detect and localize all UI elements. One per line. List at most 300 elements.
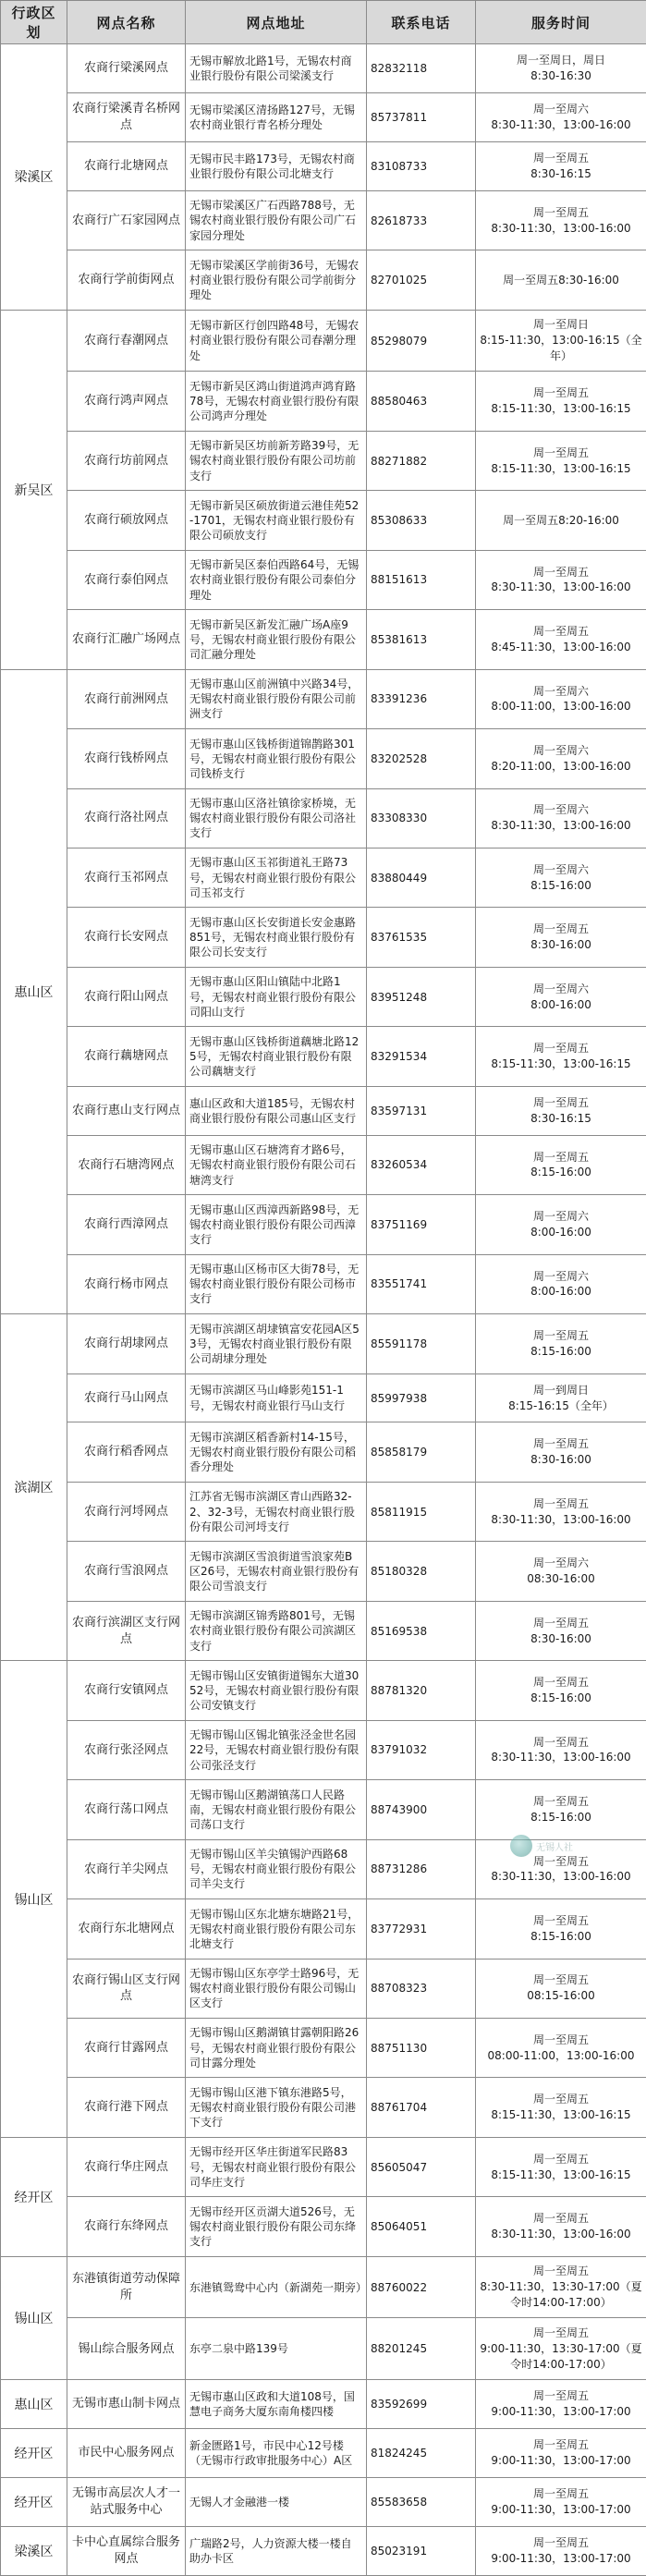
outlet-name-cell: 农商行广石家园网点 (67, 190, 186, 250)
service-hours-line: 8:30-11:30，13:00-16:00 (491, 2228, 631, 2241)
table-row (1, 550, 646, 609)
service-hours-line: 9:00-11:30，13:00-17:00 (491, 2454, 631, 2468)
table-header (1, 1, 646, 44)
address-cell: 无锡市新吴区泰伯西路64号，无锡农村商业银行股份有限公司泰伯分理处 (186, 550, 367, 609)
service-hours-line: 周一至周五 (532, 1496, 589, 1510)
service-hours-cell (476, 2380, 646, 2429)
service-hours-cell (476, 310, 646, 372)
address-cell: 无锡市新区行创四路48号，无锡农村商业银行股份有限公司春潮分理处 (186, 310, 367, 372)
address-cell: 无锡市解放北路1号，无锡农村商业银行股份有限公司梁溪支行 (186, 44, 367, 93)
outlet-name-cell: 农商行长安网点 (67, 908, 186, 967)
service-hours-line: 周一至周五 (532, 386, 589, 400)
phone-cell: 88708323 (367, 1959, 476, 2018)
address-cell: 无锡市惠山区钱桥街道藕塘北路125号，无锡农村商业银行股份有限公司藕塘支行 (186, 1027, 367, 1086)
district-cell: 锡山区 (1, 2256, 67, 2379)
outlet-name-cell: 农商行稻香网点 (67, 1422, 186, 1482)
outlet-name-cell: 农商行鸿声网点 (67, 372, 186, 431)
phone-cell: 83751169 (367, 1195, 476, 1254)
service-hours-line: 周一至周五 (532, 1150, 589, 1164)
table-row (1, 1422, 646, 1482)
address-cell: 广瑞路2号，人力资源大楼一楼自助办卡区 (186, 2526, 367, 2575)
outlet-name-cell: 农商行汇融广场网点 (67, 610, 186, 669)
service-hours-line: 8:15-16:00 (530, 1929, 591, 1943)
table-row (1, 2429, 646, 2478)
service-hours-line: 8:15-16:00 (530, 1166, 591, 1179)
service-hours-line: 9:00-11:30，13:00-17:00 (491, 2502, 631, 2516)
address-cell: 无锡市民丰路173号，无锡农村商业银行股份有限公司北塘支行 (186, 141, 367, 190)
service-hours-cell (476, 1373, 646, 1422)
table-row (1, 1373, 646, 1422)
phone-cell: 83391236 (367, 669, 476, 728)
service-hours-line: 8:30-11:30，13:00-16:00 (491, 1512, 631, 1526)
service-hours-line: 周一至周五 (532, 2265, 589, 2278)
service-hours-cell (476, 669, 646, 728)
service-hours-line: 8:30-16:30 (530, 68, 591, 82)
address-cell: 无锡市新吴区硕放街道云港佳苑52-1701，无锡农村商业银行股份有限公司硕放支行 (186, 491, 367, 550)
outlet-name-cell: 农商行西漳网点 (67, 1195, 186, 1254)
service-hours-cell (476, 2256, 646, 2318)
service-hours-line: 周一至周六 (532, 103, 589, 116)
service-hours-line: 8:15-16:00 (530, 1810, 591, 1824)
service-hours-cell (476, 1482, 646, 1541)
outlet-name-cell: 无锡市惠山制卡网点 (67, 2380, 186, 2429)
outlet-name-cell: 农商行华庄网点 (67, 2137, 186, 2196)
service-hours-cell (476, 1195, 646, 1254)
service-hours-line: 8:30-11:30，13:00-16:00 (491, 819, 631, 833)
address-cell: 无锡市锡山区安镇街道锡东大道3052号，无锡农村商业银行股份有限公司安镇支行 (186, 1661, 367, 1720)
service-hours-line: 周一至周六 (532, 1269, 589, 1283)
table-row (1, 310, 646, 372)
table-row (1, 250, 646, 310)
service-hours-line: 周一至周日 (532, 318, 589, 332)
table-row (1, 2197, 646, 2256)
service-hours-line: 8:30-11:30，13:00-16:00 (491, 580, 631, 594)
address-cell: 无锡市惠山区长安街道长安金惠路851号，无锡农村商业银行股份有限公司长安支行 (186, 908, 367, 967)
service-hours-line: 周一至周日，周日 (516, 54, 605, 67)
table-row (1, 141, 646, 190)
service-hours-line: 8:00-16:00 (530, 1285, 591, 1299)
outlet-name-cell: 农商行梁溪网点 (67, 44, 186, 93)
address-cell: 东港镇鸳鸯中心内（新湖苑一期旁） (186, 2256, 367, 2318)
table-row (1, 2477, 646, 2526)
service-hours-line: 8:30-16:15 (530, 1111, 591, 1125)
address-cell: 无锡市滨湖区雪浪街道雪浪家苑B区26号，无锡农村商业银行股份有限公司雪浪支行 (186, 1542, 367, 1601)
header-service-hours: 服务时间 (476, 1, 646, 44)
table-row (1, 2380, 646, 2429)
phone-cell: 83791032 (367, 1720, 476, 1779)
service-hours-line: 9:00-11:30，13:00-17:00 (491, 2551, 631, 2565)
service-hours-cell (476, 1959, 646, 2018)
outlet-name-cell: 农商行泰伯网点 (67, 550, 186, 609)
address-cell: 无锡市锡山区港下镇东港路5号，无锡农村商业银行股份有限公司港下支行 (186, 2078, 367, 2137)
service-hours-cell (476, 2477, 646, 2526)
service-hours-cell (476, 2429, 646, 2478)
table-row (1, 610, 646, 669)
table-row (1, 1839, 646, 1898)
service-hours-line: 周一至周六 (532, 803, 589, 817)
phone-cell: 83951248 (367, 967, 476, 1026)
service-hours-line: 周一至周五 (532, 152, 589, 165)
service-hours-line: 周一至周六 (532, 684, 589, 698)
service-hours-line: 8:15-11:30，13:00-16:15 (491, 1057, 631, 1071)
phone-cell: 83108733 (367, 141, 476, 190)
header-outlet-name: 网点名称 (67, 1, 186, 44)
service-hours-line: 周一至周五 (532, 1914, 589, 1928)
service-hours-line: 周一至周五 (532, 205, 589, 219)
service-hours-cell (476, 431, 646, 490)
service-hours-cell (476, 1899, 646, 1959)
service-hours-line: 周一至周五 (532, 446, 589, 459)
table-row (1, 2256, 646, 2318)
district-cell: 梁溪区 (1, 44, 67, 311)
phone-cell: 83880449 (367, 848, 476, 907)
service-hours-cell (476, 788, 646, 848)
outlet-name-cell: 农商行港下网点 (67, 2078, 186, 2137)
outlet-name-cell: 农商行羊尖网点 (67, 1839, 186, 1898)
service-hours-line: 周一至周五 (532, 2487, 589, 2501)
outlet-name-cell: 锡山综合服务网点 (67, 2318, 186, 2380)
outlet-name-cell: 农商行坊前网点 (67, 431, 186, 490)
district-cell: 经开区 (1, 2137, 67, 2256)
phone-cell: 85811915 (367, 1482, 476, 1541)
table-row (1, 1482, 646, 1541)
service-hours-cell (476, 1086, 646, 1135)
service-hours-line: 8:30-16:00 (530, 1453, 591, 1467)
service-hours-cell (476, 44, 646, 93)
table-row (1, 1254, 646, 1313)
outlet-name-cell: 农商行梁溪青名桥网点 (67, 92, 186, 141)
service-hours-line: 08:15-16:00 (527, 1989, 595, 2003)
watermark-text: 无锡人社 (536, 1842, 573, 1853)
service-hours-line: 8:00-11:00，13:00-16:00 (491, 700, 631, 714)
address-cell: 无锡市经开区华庄街道军民路83号，无锡农村商业银行股份有限公司华庄支行 (186, 2137, 367, 2196)
outlet-name-cell: 农商行惠山支行网点 (67, 1086, 186, 1135)
service-hours-cell (476, 2078, 646, 2137)
outlet-name-cell: 市民中心服务网点 (67, 2429, 186, 2478)
header-row (1, 1, 646, 44)
outlet-name-cell: 农商行荡口网点 (67, 1780, 186, 1839)
address-cell: 无锡市惠山区玉祁街道礼王路73号，无锡农村商业银行股份有限公司玉祁支行 (186, 848, 367, 907)
service-hours-line: 周一至周五 (532, 2212, 589, 2226)
service-hours-line: 8:15-16:00 (530, 1691, 591, 1705)
phone-cell: 83308330 (367, 788, 476, 848)
phone-cell: 85583658 (367, 2477, 476, 2526)
service-hours-line: 8:30-16:00 (530, 938, 591, 952)
table-row (1, 372, 646, 431)
table-row (1, 92, 646, 141)
outlet-name-cell: 农商行张泾网点 (67, 1720, 186, 1779)
phone-cell: 88731286 (367, 1839, 476, 1898)
outlet-name-cell: 农商行河埒网点 (67, 1482, 186, 1541)
phone-cell: 88151613 (367, 550, 476, 609)
phone-cell: 83291534 (367, 1027, 476, 1086)
service-hours-line: 周一至周五 (532, 922, 589, 936)
phone-cell: 83202528 (367, 729, 476, 788)
header-phone: 联系电话 (367, 1, 476, 44)
service-hours-line: 8:30-11:30，13:30-17:00（夏令时14:00-17:00） (480, 2280, 642, 2310)
phone-cell: 88743900 (367, 1780, 476, 1839)
address-cell: 无锡市锡山区羊尖镇锡沪西路68号，无锡农村商业银行股份有限公司羊尖支行 (186, 1839, 367, 1898)
service-hours-line: 周一至周五 (532, 2536, 589, 2550)
table-row (1, 2078, 646, 2137)
address-cell: 无锡市新吴区新发汇融广场A座9号，无锡农村商业银行股份有限公司汇融分理处 (186, 610, 367, 669)
service-hours-cell (476, 2197, 646, 2256)
table-row (1, 2019, 646, 2078)
service-hours-line: 08:30-16:00 (527, 1572, 595, 1586)
phone-cell: 85308633 (367, 491, 476, 550)
table-body (1, 44, 646, 2576)
service-hours-line: 8:00-16:00 (530, 997, 591, 1011)
outlet-name-cell: 农商行杨市网点 (67, 1254, 186, 1313)
table-row (1, 491, 646, 550)
address-cell: 无锡市惠山区西漳西新路98号，无锡农村商业银行股份有限公司西漳支行 (186, 1195, 367, 1254)
table-row (1, 1661, 646, 1720)
table-row (1, 1542, 646, 1601)
phone-cell: 85737811 (367, 92, 476, 141)
service-hours-line: 周一至周五 (532, 565, 589, 579)
service-hours-line: 周一至周六 (532, 744, 589, 757)
address-cell: 新金匮路1号，市民中心12号楼（无锡市行政审批服务中心）A区 (186, 2429, 367, 2478)
district-cell: 梁溪区 (1, 2526, 67, 2575)
phone-cell: 82618733 (367, 190, 476, 250)
service-hours-line: 08:00-11:00，13:00-16:00 (487, 2048, 635, 2062)
service-hours-line: 周一至周五 (532, 1437, 589, 1451)
phone-cell: 85298079 (367, 310, 476, 372)
phone-cell: 85997938 (367, 1373, 476, 1422)
address-cell: 江苏省无锡市滨湖区青山西路32-2、32-3号，无锡农村商业银行股份有限公司河埒支行 (186, 1482, 367, 1541)
address-cell: 无锡市滨湖区胡埭镇富安花园A区53号，无锡农村商业银行股份有限公司胡埭分理处 (186, 1314, 367, 1373)
address-cell: 无锡市滨湖区锦秀路801号，无锡农村商业银行股份有限公司滨湖区支行 (186, 1601, 367, 1660)
table-row (1, 788, 646, 848)
phone-cell: 83761535 (367, 908, 476, 967)
service-hours-line: 8:15-11:30，13:00-16:15（全年） (480, 334, 642, 362)
table-row (1, 1780, 646, 1839)
address-cell: 无锡市梁溪区清扬路127号，无锡农村商业银行青名桥分理处 (186, 92, 367, 141)
service-hours-line: 周一至周五 (532, 1042, 589, 1056)
service-hours-line: 9:00-11:30，13:00-17:00 (491, 2405, 631, 2419)
service-hours-cell (476, 1027, 646, 1086)
service-hours-line: 周一至周五 (532, 1616, 589, 1630)
district-cell: 滨湖区 (1, 1314, 67, 1661)
table-row (1, 1959, 646, 2018)
address-cell: 无锡市梁溪区广石西路788号，无锡农村商业银行股份有限公司广石家园分理处 (186, 190, 367, 250)
phone-cell: 88201245 (367, 2318, 476, 2380)
table-row (1, 431, 646, 490)
table-row (1, 967, 646, 1026)
phone-cell: 88751130 (367, 2019, 476, 2078)
phone-cell: 83592699 (367, 2380, 476, 2429)
table-row (1, 729, 646, 788)
outlet-name-cell: 农商行洛社网点 (67, 788, 186, 848)
outlet-name-cell: 农商行安镇网点 (67, 1661, 186, 1720)
phone-cell: 88781320 (367, 1661, 476, 1720)
phone-cell: 85605047 (367, 2137, 476, 2196)
outlet-name-cell: 农商行学前街网点 (67, 250, 186, 310)
phone-cell: 83551741 (367, 1254, 476, 1313)
service-hours-line: 周一至周五 (532, 2389, 589, 2403)
service-hours-line: 周一至周五 (532, 2033, 589, 2046)
service-hours-line: 8:30-11:30，13:00-16:00 (491, 1870, 631, 1884)
header-district: 行政区划 (1, 1, 67, 44)
service-hours-line: 8:15-11:30，13:00-16:15 (491, 461, 631, 475)
service-hours-cell (476, 2137, 646, 2196)
address-cell: 无锡人才金融港一楼 (186, 2477, 367, 2526)
header-address: 网点地址 (186, 1, 367, 44)
service-hours-line: 8:15-16:00 (530, 878, 591, 892)
table-row (1, 190, 646, 250)
phone-cell: 88760022 (367, 2256, 476, 2318)
phone-cell: 85858179 (367, 1422, 476, 1482)
service-hours-line: 周一至周五 (532, 1854, 589, 1868)
phone-cell: 85064051 (367, 2197, 476, 2256)
address-cell: 无锡市锡山区鹅湖镇荡口人民路南，无锡农村商业银行股份有限公司荡口支行 (186, 1780, 367, 1839)
service-hours-cell (476, 92, 646, 141)
district-cell: 新吴区 (1, 310, 67, 669)
service-hours-cell (476, 250, 646, 310)
service-hours-line: 8:15-11:30，13:00-16:15 (491, 402, 631, 416)
service-hours-line: 周一至周五 (532, 1795, 589, 1809)
service-hours-line: 周一至周五8:20-16:00 (503, 513, 619, 527)
address-cell: 无锡市锡山区鹅湖镇甘露朝阳路26号，无锡农村商业银行股份有限公司甘露分理处 (186, 2019, 367, 2078)
outlet-name-cell: 农商行玉祁网点 (67, 848, 186, 907)
outlet-name-cell: 农商行石塘湾网点 (67, 1135, 186, 1194)
service-hours-cell (476, 1254, 646, 1313)
service-hours-line: 8:30-16:00 (530, 1631, 591, 1645)
service-hours-cell (476, 2019, 646, 2078)
service-hours-line: 8:45-11:30，13:00-16:00 (491, 640, 631, 653)
phone-cell: 85381613 (367, 610, 476, 669)
table-row (1, 1027, 646, 1086)
service-hours-line: 周一到周日 (532, 1383, 589, 1397)
table-row (1, 1135, 646, 1194)
service-hours-cell (476, 190, 646, 250)
district-cell: 锡山区 (1, 1661, 67, 2138)
outlet-name-cell: 农商行钱桥网点 (67, 729, 186, 788)
service-hours-cell (476, 1135, 646, 1194)
service-hours-line: 8:00-16:00 (530, 1225, 591, 1239)
outlet-name-cell: 农商行东绛网点 (67, 2197, 186, 2256)
service-hours-cell (476, 372, 646, 431)
service-hours-line: 周一至周五 (532, 2326, 589, 2340)
district-cell: 惠山区 (1, 2380, 67, 2429)
table-row (1, 2526, 646, 2575)
service-hours-line: 8:30-11:30，13:00-16:00 (491, 117, 631, 131)
service-hours-cell (476, 610, 646, 669)
outlet-name-cell: 农商行春潮网点 (67, 310, 186, 372)
table-row (1, 1086, 646, 1135)
outlet-name-cell: 农商行雪浪网点 (67, 1542, 186, 1601)
outlet-name-cell: 农商行前洲网点 (67, 669, 186, 728)
district-cell: 经开区 (1, 2477, 67, 2526)
service-hours-line: 9:00-11:30，13:30-17:00（夏令时14:00-17:00） (480, 2341, 642, 2371)
outlet-name-cell: 农商行滨湖区支行网点 (67, 1601, 186, 1660)
service-hours-line: 周一至周五 (532, 1973, 589, 1987)
table-row (1, 44, 646, 93)
outlet-name-cell: 东港镇街道劳动保障所 (67, 2256, 186, 2318)
phone-cell: 85591178 (367, 1314, 476, 1373)
outlet-name-cell: 农商行马山网点 (67, 1373, 186, 1422)
service-hours-cell (476, 1314, 646, 1373)
address-cell: 无锡市滨湖区稻香新村14-15号，无锡农村商业银行股份有限公司稻香分理处 (186, 1422, 367, 1482)
outlet-name-cell: 农商行甘露网点 (67, 2019, 186, 2078)
service-hours-line: 周一至周六 (532, 862, 589, 876)
service-hours-line: 周一至周六 (532, 1210, 589, 1224)
service-hours-line: 8:30-16:15 (530, 166, 591, 180)
table-row (1, 848, 646, 907)
district-cell: 惠山区 (1, 669, 67, 1313)
service-hours-cell (476, 1422, 646, 1482)
service-hours-cell (476, 1661, 646, 1720)
service-hours-line: 周一至周五8:30-16:00 (503, 273, 619, 287)
phone-cell: 85180328 (367, 1542, 476, 1601)
service-hours-cell (476, 729, 646, 788)
phone-cell: 85169538 (367, 1601, 476, 1660)
address-cell: 无锡市新吴区鸿山街道鸿声鸿育路78号，无锡农村商业银行股份有限公司鸿声分理处 (186, 372, 367, 431)
address-cell: 无锡市梁溪区学前街36号，无锡农村商业银行股份有限公司学前街分理处 (186, 250, 367, 310)
service-hours-line: 8:15-11:30，13:00-16:15 (491, 2167, 631, 2181)
service-hours-line: 周一至周五 (532, 2152, 589, 2166)
address-cell: 无锡市滨湖区马山峰影苑151-1号，无锡农村商业银行马山支行 (186, 1373, 367, 1422)
phone-cell: 88580463 (367, 372, 476, 431)
service-hours-cell (476, 1720, 646, 1779)
service-hours-cell (476, 2526, 646, 2575)
phone-cell: 85023191 (367, 2526, 476, 2575)
service-hours-line: 周一至周五 (532, 1676, 589, 1690)
service-hours-line: 周一至周五 (532, 625, 589, 639)
service-hours-cell (476, 848, 646, 907)
service-hours-cell (476, 1542, 646, 1601)
outlet-name-cell: 农商行北塘网点 (67, 141, 186, 190)
table-row (1, 2137, 646, 2196)
address-cell: 无锡市惠山区阳山镇陆中北路1号，无锡农村商业银行股份有限公司阳山支行 (186, 967, 367, 1026)
service-hours-line: 周一至周六 (532, 982, 589, 995)
service-hours-cell (476, 908, 646, 967)
address-cell: 无锡市惠山区杨市区大街78号，无锡农村商业银行股份有限公司杨市支行 (186, 1254, 367, 1313)
service-hours-line: 8:15-16:15（全年） (508, 1398, 614, 1412)
service-hours-line: 周一至周五 (532, 1735, 589, 1749)
outlet-name-cell: 农商行锡山区支行网点 (67, 1959, 186, 2018)
service-hours-cell (476, 1839, 646, 1898)
service-hours-cell (476, 2318, 646, 2380)
service-hours-line: 8:15-16:00 (530, 1344, 591, 1358)
table-row (1, 1601, 646, 1660)
table-row (1, 669, 646, 728)
phone-cell: 88761704 (367, 2078, 476, 2137)
phone-cell: 88271882 (367, 431, 476, 490)
outlet-name-cell: 无锡市高层次人才一站式服务中心 (67, 2477, 186, 2526)
outlet-name-cell: 农商行藕塘网点 (67, 1027, 186, 1086)
outlet-name-cell: 农商行硕放网点 (67, 491, 186, 550)
table-row (1, 1314, 646, 1373)
table-row (1, 1720, 646, 1779)
table-row (1, 2318, 646, 2380)
table-row (1, 908, 646, 967)
outlet-name-cell: 农商行阳山网点 (67, 967, 186, 1026)
service-hours-line: 周一至周六 (532, 1557, 589, 1570)
service-hours-line: 8:30-11:30，13:00-16:00 (491, 1751, 631, 1764)
address-cell: 东亭二泉中路139号 (186, 2318, 367, 2380)
service-hours-cell (476, 550, 646, 609)
address-cell: 无锡市新吴区坊前新芳路39号，无锡农村商业银行股份有限公司坊前支行 (186, 431, 367, 490)
address-cell: 无锡市惠山区前洲镇中兴路34号，无锡农村商业银行股份有限公司前洲支行 (186, 669, 367, 728)
phone-cell: 83597131 (367, 1086, 476, 1135)
service-hours-cell (476, 1601, 646, 1660)
address-cell: 无锡市经开区贡湖大道526号，无锡农村商业银行股份有限公司东绛支行 (186, 2197, 367, 2256)
outlet-name-cell: 农商行东北塘网点 (67, 1899, 186, 1959)
outlet-name-cell: 农商行胡埭网点 (67, 1314, 186, 1373)
service-hours-line: 8:20-11:00，13:00-16:00 (491, 759, 631, 773)
address-cell: 无锡市锡山区锡北镇张泾金世名园22号，无锡农村商业银行股份有限公司张泾支行 (186, 1720, 367, 1779)
